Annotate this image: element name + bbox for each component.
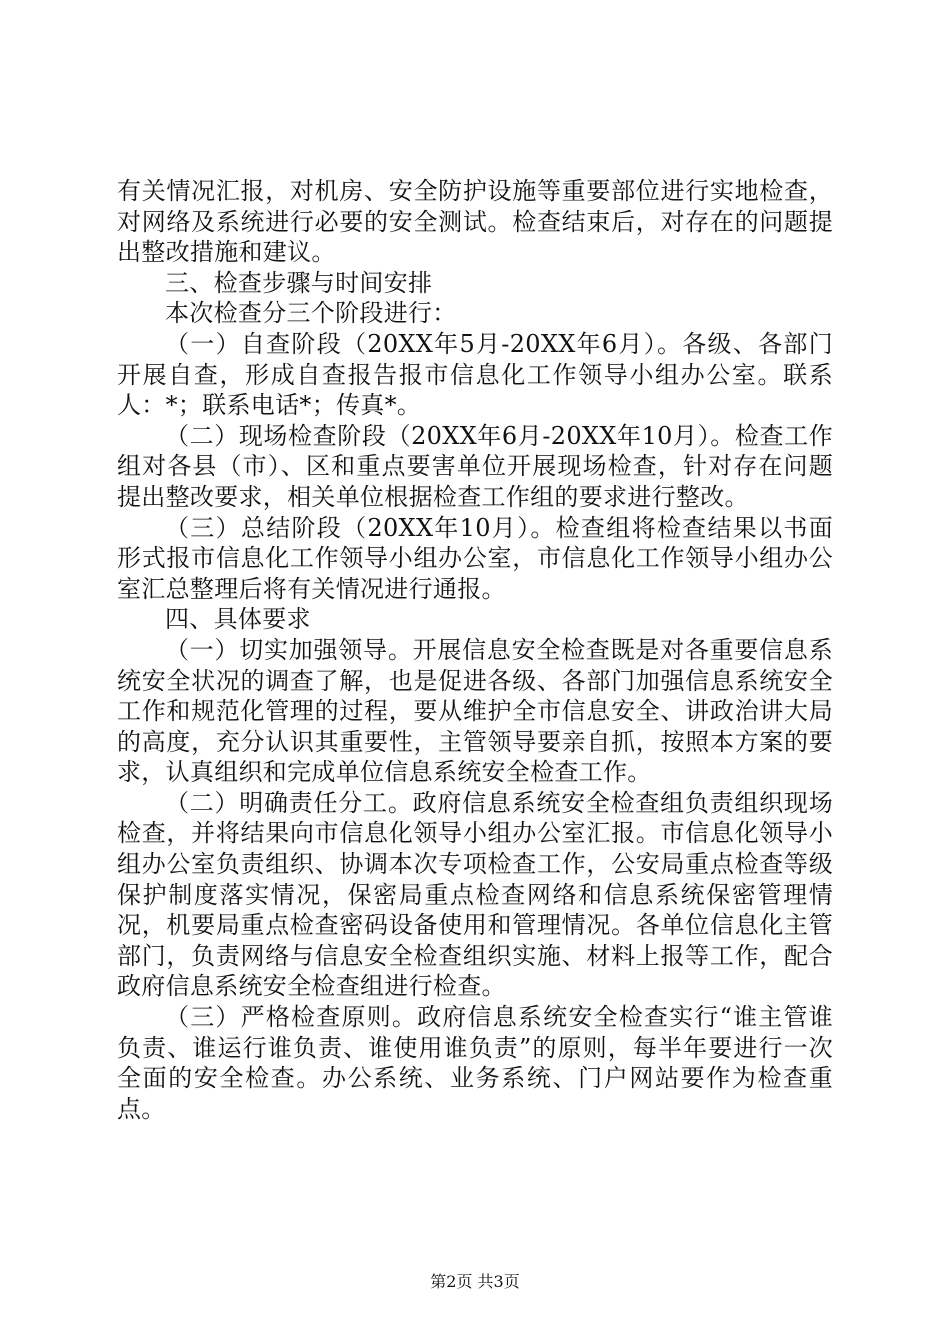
paragraph-stage-3: （三）总结阶段（20XX年10月）。检查组将检查结果以书面形式报市信息化工作领导小组办公室，市信息化工作领导小组办公室汇总整理后将有关情况进行通报。: [117, 513, 833, 603]
paragraph-stage-2: （二）现场检查阶段（20XX年6月-20XX年10月）。检查工作组对各县（市）、区和重点要害单位开展现场检查，针对存在问题提出整改要求，相关单位根据检查工作组的要求进行整改。: [117, 421, 833, 511]
paragraph-requirement-2: （二）明确责任分工。政府信息系统安全检查组负责组织现场检查，并将结果向市信息化领导小组办公室汇报。市信息化领导小组办公室负责组织、协调本次专项检查工作，公安局重点检查等级保护制度落实情况，保密局重点检查网络和信息系统保密管理情况，机要局重点检查密码设备使用和管理情况。各单位信息化主管部门，负责网络与信息安全检查组织实施、材料上报等工作，配合政府信息系统安全检查组进行检查。: [117, 788, 833, 1001]
section-heading-4: 四、具体要求: [165, 605, 311, 634]
paragraph-stage-1: （一）自查阶段（20XX年5月-20XX年6月）。各级、各部门开展自查，形成自查报告报市信息化工作领导小组办公室。联系人：*；联系电话*；传真*。: [117, 329, 833, 420]
section-heading-3: 三、检查步骤与时间安排: [165, 268, 433, 297]
paragraph-requirement-1: （一）切实加强领导。开展信息安全检查既是对各重要信息系统安全状况的调查了解，也是促进各级、各部门加强信息系统安全工作和规范化管理的过程，要从维护全市信息安全、讲政治讲大局的高度，充分认识其重要性，主管领导要亲自抓，按照本方案的要求，认真组织和完成单位信息系统安全检查工作。: [117, 635, 833, 787]
page-footer: 第2页 共3页: [430, 1272, 520, 1291]
paragraph-continuation: 有关情况汇报，对机房、安全防护设施等重要部位进行实地检查，对网络及系统进行必要的安全测试。检查结束后，对存在的问题提出整改措施和建议。: [117, 177, 833, 267]
paragraph-requirement-3: （三）严格检查原则。政府信息系统安全检查实行“谁主管谁负责、谁运行谁负责、谁使用谁负责”的原则，每半年要进行一次全面的安全检查。办公系统、业务系统、门户网站要作为检查重点。: [117, 1003, 833, 1123]
paragraph-stages-intro: 本次检查分三个阶段进行：: [165, 299, 457, 328]
document-body: [117, 176, 833, 1124]
